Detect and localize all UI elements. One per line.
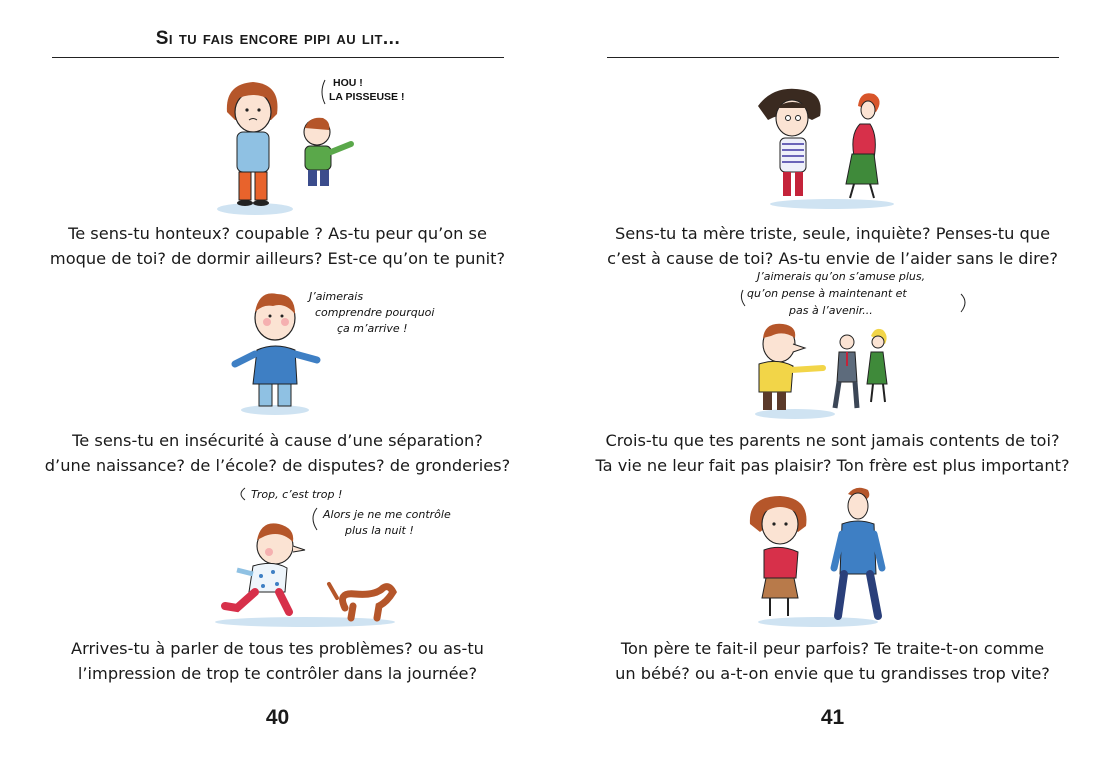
text-line: Ton père te fait-il peur parfois? Te traite-t-on comme [620, 639, 1045, 658]
text-line: Te sens-tu en insécurité à cause d’une séparation? [72, 431, 483, 450]
text-line: c’est à cause de toi? As-tu envie de l’aider sans le dire? [607, 249, 1058, 268]
paragraph [30, 636, 525, 686]
text-line: l’impression de trop te contrôler dans la journée? [77, 664, 478, 683]
speech-line: HOU ! [333, 77, 363, 89]
illustration-running-child-dog [205, 480, 495, 630]
page-number: 41 [820, 706, 845, 729]
paragraph [585, 636, 1080, 686]
right-page [555, 0, 1110, 762]
running-head: Si tu fais encore pipi au lit... [155, 28, 401, 49]
paragraph [585, 221, 1080, 271]
speech-line: comprendre pourquoi [315, 306, 435, 319]
illustration-mocking-boy [205, 72, 405, 217]
speech-line: qu’on pense à maintenant et [747, 287, 907, 300]
illustration-sad-mother [750, 80, 920, 212]
speech-line: Trop, c’est trop ! [251, 488, 343, 501]
illustration-child-and-parents [735, 266, 985, 422]
text-line: d’une naissance? de l’école? de disputes? de gronderies? [44, 456, 511, 475]
illustration-shrugging-child [225, 280, 455, 420]
speech-line: plus la nuit ! [345, 524, 414, 537]
paragraph [30, 428, 525, 478]
paragraph [585, 428, 1080, 478]
illustration-girl-and-father [740, 480, 910, 630]
text-line: Sens-tu ta mère triste, seule, inquiète? Penses-tu que [614, 224, 1051, 243]
text-line: Te sens-tu honteux? coupable ? As-tu peur qu’on se [68, 224, 487, 243]
header-rule [607, 57, 1059, 58]
speech-line: pas à l’avenir... [789, 304, 873, 317]
text-line: Ta vie ne leur fait pas plaisir? Ton frère est plus important? [595, 456, 1070, 475]
text-line: Crois-tu que tes parents ne sont jamais contents de toi? [605, 431, 1060, 450]
page-number: 40 [265, 706, 290, 729]
text-line: un bébé? ou a-t-on envie que tu grandisses trop vite? [615, 664, 1050, 683]
speech-line: ça m’arrive ! [337, 322, 408, 335]
speech-line: J’aimerais qu’on s’amuse plus, [757, 270, 926, 283]
paragraph [30, 221, 525, 271]
speech-line: Alors je ne me contrôle [323, 508, 451, 521]
speech-line: J’aimerais [309, 290, 364, 303]
text-line: Arrives-tu à parler de tous tes problèmes? ou as-tu [71, 639, 484, 658]
header-rule [52, 57, 504, 58]
speech-line: LA PISSEUSE ! [329, 91, 405, 103]
text-line: moque de toi? de dormir ailleurs? Est-ce qu’on te punit? [49, 249, 506, 268]
